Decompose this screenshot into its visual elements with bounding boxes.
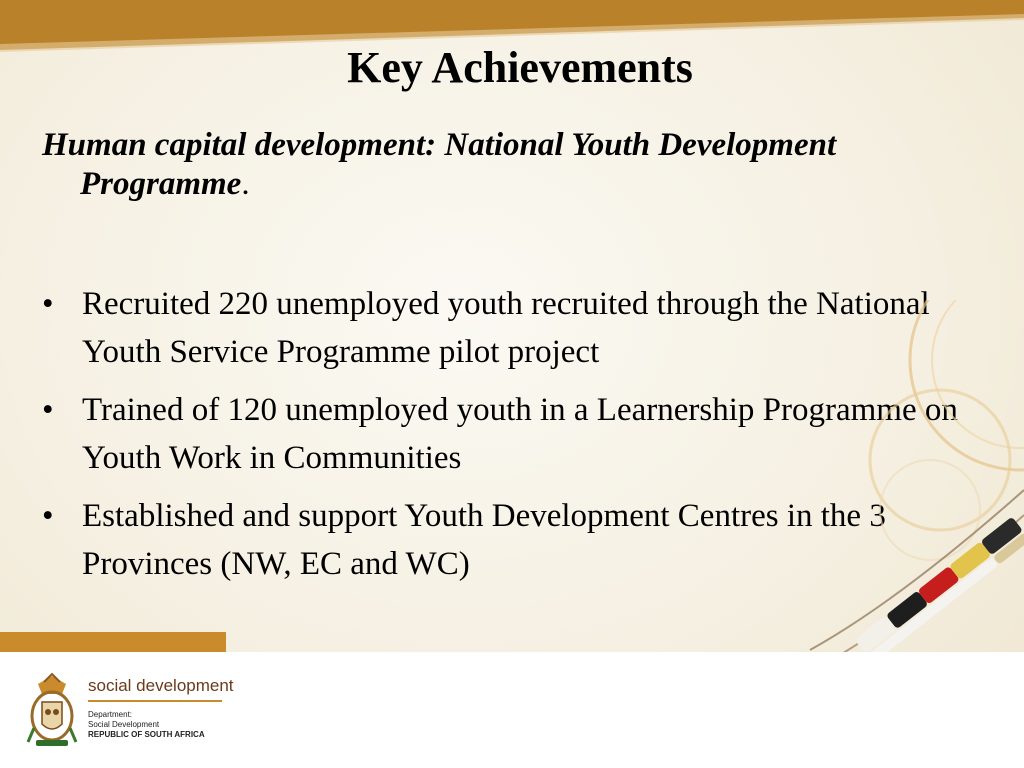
bullet-marker: •: [42, 498, 54, 534]
beadwork-decoration: [780, 300, 1024, 660]
bullet-marker: •: [42, 392, 54, 428]
slide-subtitle: [42, 126, 840, 204]
department-label: Department:: [88, 710, 133, 719]
subtitle-period: .: [241, 166, 250, 202]
bullet-text: Established and support Youth Development Centres in the 3 Provinces (NW, EC and WC): [82, 498, 886, 582]
department-name: Social Development: [88, 720, 160, 729]
bullet-text: Trained of 120 unemployed youth in a Learnership Programme on Youth Work in Communities: [82, 392, 958, 476]
department-text: [88, 710, 205, 740]
country-name: REPUBLIC OF SOUTH AFRICA: [88, 730, 205, 739]
bullet-text: Recruited 220 unemployed youth recruited through the National Youth Service Programme pilot project: [82, 286, 930, 370]
bullet-marker: •: [42, 286, 54, 322]
subtitle-text: Human capital development: National Youth Development Programme: [42, 127, 837, 202]
slide-title: Key Achievements: [347, 43, 693, 92]
brand-underline: [88, 700, 222, 702]
brand-name: social development: [88, 676, 234, 695]
bottom-accent-band: [0, 632, 226, 652]
coat-of-arms-icon: [22, 672, 82, 750]
